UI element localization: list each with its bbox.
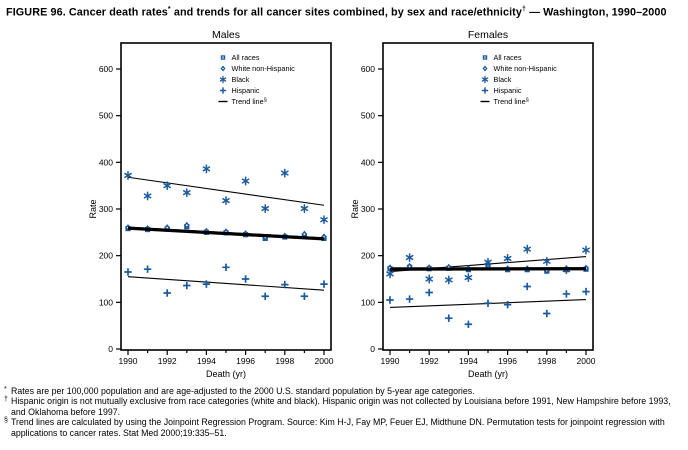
asterisk-marker — [407, 254, 413, 261]
figure-title — [6, 4, 686, 19]
trend-line-hispanic — [128, 277, 324, 291]
chart-subtitle: Males — [211, 29, 241, 41]
plus-marker — [144, 266, 151, 273]
plus-marker — [582, 288, 589, 295]
males-chart — [55, 28, 345, 380]
series-black — [387, 245, 589, 283]
footnote-sup: § — [4, 417, 8, 425]
asterisk-marker — [426, 275, 432, 282]
asterisk-marker — [203, 165, 209, 172]
x-tick-label: 1996 — [236, 356, 256, 366]
footnote-trend-lines — [4, 417, 686, 438]
plus-stroke — [426, 289, 433, 296]
series-hispanic — [386, 283, 589, 328]
plus-stroke — [301, 293, 308, 300]
plus-marker — [301, 293, 308, 300]
x-tick-label: 1994 — [196, 356, 216, 366]
plus-marker — [543, 310, 550, 317]
diamond-dot — [166, 227, 168, 229]
y-tick-label: 400 — [98, 157, 113, 168]
asterisk-marker — [482, 76, 487, 82]
y-tick-label: 200 — [360, 250, 375, 261]
x-tick-label: 2000 — [576, 356, 596, 366]
asterisk-marker — [446, 276, 452, 283]
legend-label: Hispanic — [231, 86, 260, 95]
plus-stroke — [524, 283, 531, 290]
x-axis-label: Death (yr) — [467, 369, 509, 379]
legend-label: White non-Hispanic — [493, 64, 557, 73]
asterisk-marker — [145, 192, 151, 199]
plus-stroke — [144, 266, 151, 273]
square-marker — [483, 55, 487, 59]
diamond-dot — [484, 68, 486, 70]
figure-title-text-2: and trends for all cancer sites combined, by sex and race/ethnicity — [170, 6, 522, 19]
plus-stroke — [262, 293, 269, 300]
x-tick-label: 1998 — [275, 356, 295, 366]
plus-marker — [262, 293, 269, 300]
legend-label: Hispanic — [493, 86, 522, 95]
series-black — [125, 165, 327, 223]
diamond-marker — [483, 65, 488, 71]
legend-label: All races — [231, 53, 260, 62]
legend-label: White non-Hispanic — [231, 64, 295, 73]
plus-stroke — [164, 289, 171, 296]
figure-title-text: FIGURE 96. Cancer death rates — [6, 6, 168, 19]
footnote-text: Rates are per 100,000 population and are age-adjusted to the 2000 U.S. standard population by 5-year age categories. — [11, 386, 475, 396]
square-slit — [223, 56, 224, 59]
figure-title-text-3: — Washington, 1990–2000 — [525, 6, 667, 19]
plus-stroke — [465, 321, 472, 328]
asterisk-marker — [223, 197, 229, 204]
asterisk-marker — [544, 258, 550, 265]
y-tick-label: 0 — [370, 344, 375, 354]
asterisk-marker — [184, 189, 190, 196]
legend-label-trend: Trend line§ — [231, 97, 267, 106]
legend — [219, 53, 296, 106]
footnote-rates — [4, 386, 686, 396]
plus-stroke — [220, 87, 226, 93]
asterisk-marker — [301, 205, 307, 212]
plus-stroke — [386, 296, 393, 303]
plus-marker — [242, 275, 249, 282]
asterisk-marker — [262, 205, 268, 212]
footnote-marker-asterisk: * — [167, 6, 171, 13]
plus-marker — [445, 315, 452, 322]
footnote-hispanic-origin — [4, 396, 686, 417]
diamond-dot — [186, 224, 188, 226]
plus-stroke — [124, 268, 131, 275]
y-tick-label: 300 — [360, 204, 375, 214]
plus-stroke — [482, 87, 488, 93]
plus-marker — [563, 290, 570, 297]
legend — [481, 53, 558, 106]
y-tick-label: 100 — [360, 297, 375, 308]
asterisk-marker — [465, 274, 471, 281]
plus-marker — [484, 300, 491, 307]
asterisk-marker — [220, 76, 225, 82]
square-marker — [221, 55, 225, 59]
x-tick-label: 1996 — [498, 356, 518, 366]
footnote-marker-dagger: † — [521, 6, 526, 13]
x-tick-label: 1998 — [537, 356, 557, 366]
y-tick-label: 400 — [360, 157, 375, 168]
asterisk-marker — [583, 246, 589, 253]
plus-stroke — [445, 315, 452, 322]
plus-marker — [386, 296, 393, 303]
x-tick-label: 1990 — [118, 356, 138, 366]
plus-stroke — [222, 264, 229, 271]
footnote-sup: † — [4, 396, 8, 404]
chart-subtitle: Females — [467, 29, 509, 41]
plus-stroke — [543, 310, 550, 317]
x-tick-label: 1992 — [157, 356, 177, 366]
footnote-text: Hispanic origin is not mutually exclusive from race categories (white and black). Hispanic origin was not collected by Louisiana before 1991, New Hampshire before 1993, and Oklahoma before 1997. — [11, 396, 671, 417]
females-chart — [314, 28, 607, 380]
y-tick-label: 0 — [108, 344, 113, 354]
legend-label: All races — [493, 53, 522, 62]
legend-trend-sup: § — [263, 97, 267, 104]
x-tick-label: 1992 — [419, 356, 439, 366]
asterisk-marker — [243, 177, 249, 184]
y-tick-label: 600 — [98, 64, 113, 74]
legend-label: Black — [493, 75, 512, 84]
y-tick-label: 200 — [98, 250, 113, 261]
y-tick-label: 500 — [360, 110, 375, 121]
plus-marker — [164, 289, 171, 296]
square-slit — [485, 56, 486, 59]
plus-marker — [482, 87, 488, 93]
plus-marker — [220, 87, 226, 93]
x-tick-label: 1990 — [380, 356, 400, 366]
plus-marker — [124, 268, 131, 275]
plus-stroke — [406, 295, 413, 302]
plus-marker — [183, 282, 190, 289]
y-tick-label: 300 — [98, 204, 113, 214]
y-tick-label: 500 — [98, 110, 113, 121]
plus-stroke — [582, 288, 589, 295]
plus-marker — [524, 283, 531, 290]
plus-marker — [426, 289, 433, 296]
plus-stroke — [242, 275, 249, 282]
legend-label: Black — [231, 75, 250, 84]
plus-marker — [406, 295, 413, 302]
y-axis-label: Rate — [350, 199, 360, 219]
diamond-dot — [304, 233, 306, 235]
x-tick-label: 2000 — [314, 356, 334, 366]
y-tick-label: 600 — [360, 64, 375, 74]
footnotes — [4, 386, 686, 438]
footnote-text: Trend lines are calculated by using the Joinpoint Regression Program. Source: Kim H-J, Fay MP, Feuer EJ, Midthune DN. Permutation tests for joinpoint regression with applications to cancer rates. Stat Med 2000;19:335–51. — [11, 417, 665, 438]
plus-stroke — [484, 300, 491, 307]
legend-trend-sup: § — [525, 97, 529, 104]
plus-stroke — [183, 282, 190, 289]
x-axis-label: Death (yr) — [205, 369, 247, 379]
footnote-sup: * — [4, 386, 7, 393]
diamond-dot — [222, 68, 224, 70]
legend-label-trend: Trend line§ — [493, 97, 529, 106]
plus-marker — [222, 264, 229, 271]
plus-stroke — [563, 290, 570, 297]
asterisk-marker — [505, 255, 511, 262]
series-hispanic — [124, 264, 327, 300]
y-tick-label: 100 — [98, 297, 113, 308]
y-axis-label: Rate — [88, 199, 98, 219]
diamond-marker — [221, 65, 226, 71]
diamond-dot — [409, 266, 411, 268]
plus-marker — [465, 321, 472, 328]
asterisk-marker — [282, 169, 288, 176]
asterisk-marker — [524, 245, 530, 252]
x-tick-label: 1994 — [458, 356, 478, 366]
